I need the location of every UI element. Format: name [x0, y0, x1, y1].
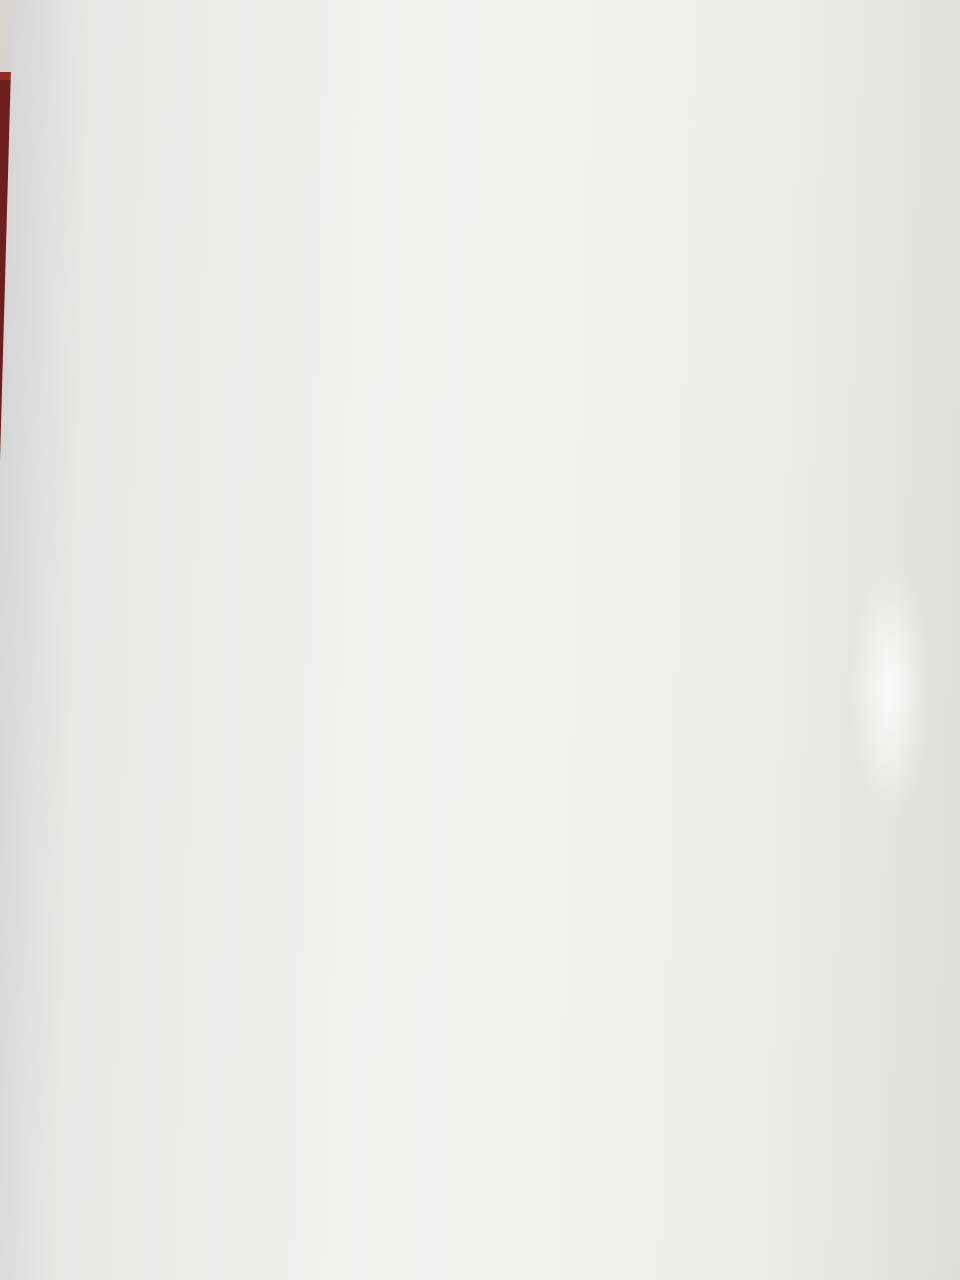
- light-glare: [850, 560, 930, 820]
